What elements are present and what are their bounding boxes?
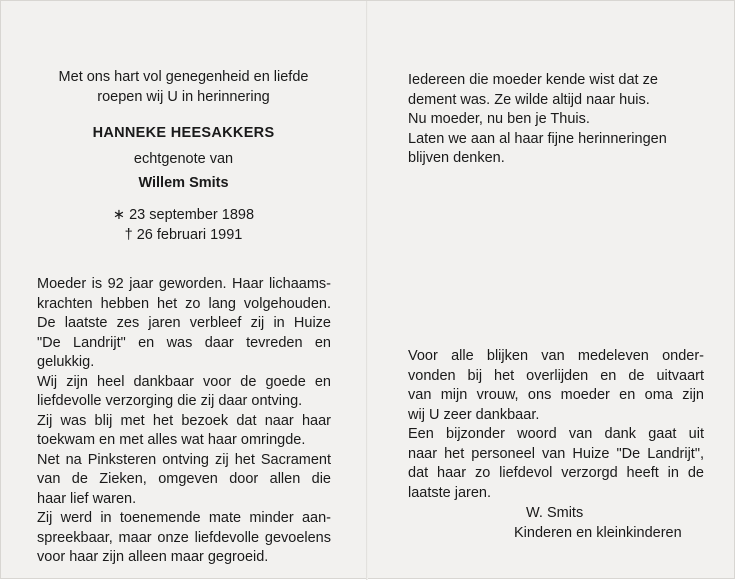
text-line: Zij werd in toenemende mate minder aan- [37, 510, 331, 526]
text-line: Iedereen die moeder kende wist dat ze [408, 72, 658, 88]
text-line: van de Zieken, omgeven door allen die [37, 471, 331, 487]
text-line: van mijn vrouw, ons moeder en oma zijn [408, 387, 704, 403]
birth-date: ∗ 23 september 1898 [112, 207, 255, 223]
text-line: wij U zeer dankbaar. [408, 406, 540, 423]
text-line: haar lief waren. [37, 490, 137, 507]
intro-line: Met ons hart vol genegenheid en liefde [58, 69, 309, 85]
life-dates [1, 205, 366, 245]
text-line: Een bijzonder woord van dank gaat uit [408, 426, 704, 442]
text-line: gelukkig. [37, 354, 95, 370]
signature-family: Kinderen en kleinkinderen [514, 525, 682, 541]
text-line: dement was. Ze wilde altijd naar huis. [408, 91, 650, 108]
text-line: Moeder is 92 jaar geworden. Haar lichaams- [37, 276, 331, 292]
signature [514, 503, 682, 543]
text-line: spreekbaar, maar onze liefdevolle gevoelens [37, 529, 331, 546]
text-line: Wij zijn heel dankbaar voor de goede en [37, 373, 331, 390]
intro-text [1, 67, 366, 107]
memorial-text [37, 275, 331, 568]
text-line: toekwam en met alles wat haar omringde. [37, 432, 306, 448]
text-line: liefdevolle verzorging die zij daar ontving. [37, 393, 303, 409]
text-line: krachten hebben het zo lang volgehouden. [37, 295, 331, 312]
right-page [368, 1, 735, 580]
intro-line: roepen wij U in herinnering [97, 89, 270, 105]
death-date: † 26 februari 1991 [124, 227, 243, 243]
text-line: De laatste zes jaren verbleef zij in Huize [37, 315, 331, 331]
text-line: blijven denken. [408, 150, 505, 166]
reflection-text [408, 71, 708, 169]
text-line: Voor alle blijken van medeleven onder- [408, 348, 704, 364]
text-line: vonden bij het overlijden en de uitvaart [408, 367, 704, 384]
text-line: Nu moeder, nu ben je Thuis. [408, 111, 590, 127]
text-line: Zij was blij met het bezoek dat naar haar [37, 412, 331, 429]
signature-name: W. Smits [526, 505, 584, 521]
text-line: dat haar zo liefdevol verzorgd heeft in de [408, 465, 704, 481]
spouse-name: Willem Smits [138, 175, 229, 191]
text-line: Net na Pinksteren ontving zij het Sacrament [37, 451, 331, 468]
text-line: laatste jaren. [408, 484, 492, 501]
left-page [1, 1, 366, 580]
text-line: Laten we aan al haar fijne herinneringen [408, 130, 667, 147]
deceased-name: HANNEKE HEESAKKERS [92, 125, 275, 141]
thanks-text [408, 347, 704, 503]
spouse-label: echtgenote van [133, 151, 234, 167]
text-line: "De Landrijt" en was daar tevreden en [37, 334, 331, 351]
text-line: voor haar zijn alleen maar gegroeid. [37, 549, 269, 565]
text-line: naar het personeel van Huize "De Landrijt", [408, 445, 704, 462]
